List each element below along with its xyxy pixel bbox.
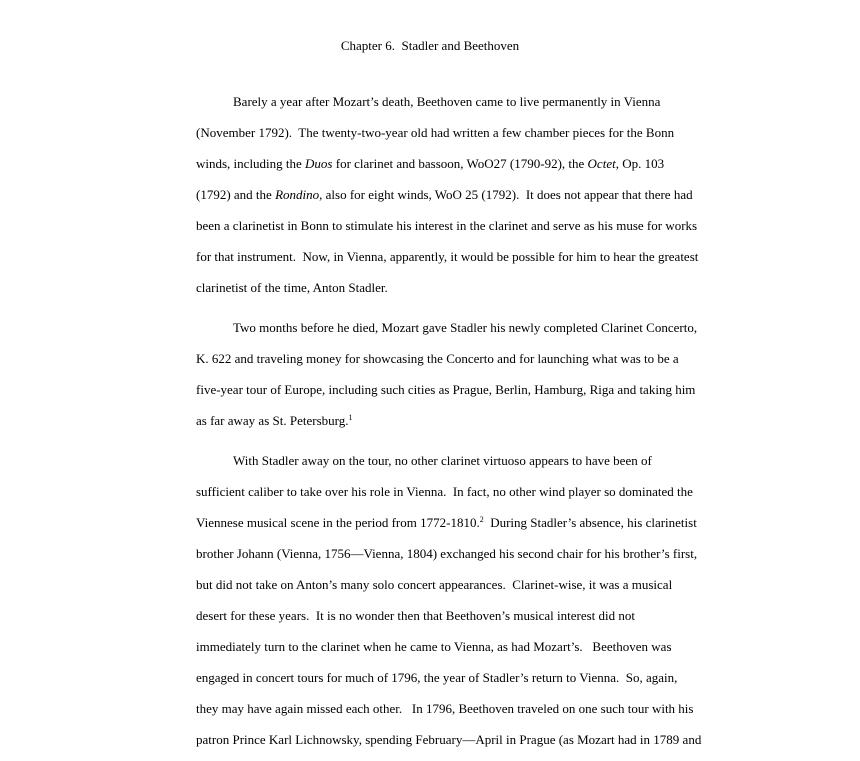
text-run: patron Prince Karl Lichnowsky, spending February—April in Prague (as Mozart had in 1789 and — [196, 732, 702, 747]
text-run: clarinetist of the time, Anton Stadler. — [196, 280, 388, 295]
text-run: engaged in concert tours for much of 1796, the year of Stadler’s return to Vienna. So, again, — [196, 670, 678, 685]
text-run: Viennese musical scene in the period from 1772-1810. — [196, 515, 480, 530]
italic-title: Duos — [305, 156, 333, 171]
footnote-marker: 2 — [479, 515, 484, 524]
text-line — [196, 606, 668, 637]
text-line — [196, 278, 668, 309]
chapter-title: Chapter 6. Stadler and Beethoven — [340, 38, 520, 53]
text-run: for that instrument. Now, in Vienna, apparently, it would be possible for him to hear the greatest — [196, 249, 699, 264]
text-run: as far away as St. Petersburg. — [196, 413, 349, 428]
text-line — [196, 123, 675, 154]
text-line — [196, 637, 672, 668]
text-run: they may have again missed each other. In 1796, Beethoven traveled on one such tour with his — [196, 701, 694, 716]
text-run: brother Johann (Vienna, 1756—Vienna, 1804) exchanged his second chair for his brother’s first, — [196, 546, 698, 561]
italic-title: Octet — [587, 156, 616, 171]
text-line — [196, 513, 697, 544]
text-line — [196, 185, 693, 216]
text-run: Two months before he died, Mozart gave Stadler his newly completed Clarinet Concerto, — [233, 320, 698, 335]
paragraph-gap — [196, 309, 668, 318]
text-line — [196, 575, 673, 606]
text-line — [196, 451, 668, 482]
text-line — [196, 247, 699, 278]
text-line — [196, 482, 693, 513]
text-line — [196, 730, 702, 761]
paragraph — [196, 451, 702, 761]
text-line — [196, 544, 698, 575]
text-run: With Stadler away on the tour, no other clarinet virtuoso appears to have been of — [233, 453, 652, 468]
text-run: sufficient caliber to take over his role in Vienna. In fact, no other wind player so dominated the — [196, 484, 693, 499]
text-run: Barely a year after Mozart’s death, Beethoven came to live permanently in Vienna — [233, 94, 661, 109]
text-run: for clarinet and bassoon, WoO27 (1790-92), the — [332, 156, 588, 171]
text-line — [196, 699, 694, 730]
paragraph — [196, 92, 699, 309]
text-run: immediately turn to the clarinet when he came to Vienna, as had Mozart’s. Beethoven was — [196, 639, 672, 654]
paragraph — [196, 318, 698, 442]
text-line — [196, 380, 696, 411]
text-line — [196, 92, 668, 123]
text-run: but did not take on Anton’s many solo concert appearances. Clarinet-wise, it was a musical — [196, 577, 673, 592]
text-run: (1792) and the — [196, 187, 276, 202]
text-run: (November 1792). The twenty-two-year old had written a few chamber pieces for the Bonn — [196, 125, 675, 140]
text-run: been a clarinetist in Bonn to stimulate his interest in the clarinet and serve as his muse for works — [196, 218, 698, 233]
paragraph-gap — [196, 442, 668, 451]
body-text — [196, 92, 702, 761]
italic-title: Rondino — [275, 187, 320, 202]
text-run: desert for these years. It is no wonder then that Beethoven’s musical interest did not — [196, 608, 635, 623]
text-line — [196, 216, 698, 247]
footnote-marker: 1 — [348, 413, 353, 422]
text-run: , Op. 103 — [615, 156, 665, 171]
text-line — [196, 411, 668, 442]
text-run: , also for eight winds, WoO 25 (1792). It does not appear that there had — [319, 187, 693, 202]
text-run: winds, including the — [196, 156, 306, 171]
text-line — [196, 154, 668, 185]
text-run: five-year tour of Europe, including such cities as Prague, Berlin, Hamburg, Riga and taking him — [196, 382, 696, 397]
text-run: During Stadler’s absence, his clarinetist — [483, 515, 697, 530]
text-line — [196, 349, 679, 380]
text-line — [196, 668, 678, 699]
text-run: K. 622 and traveling money for showcasing the Concerto and for launching what was to be a — [196, 351, 679, 366]
text-line — [196, 318, 698, 349]
